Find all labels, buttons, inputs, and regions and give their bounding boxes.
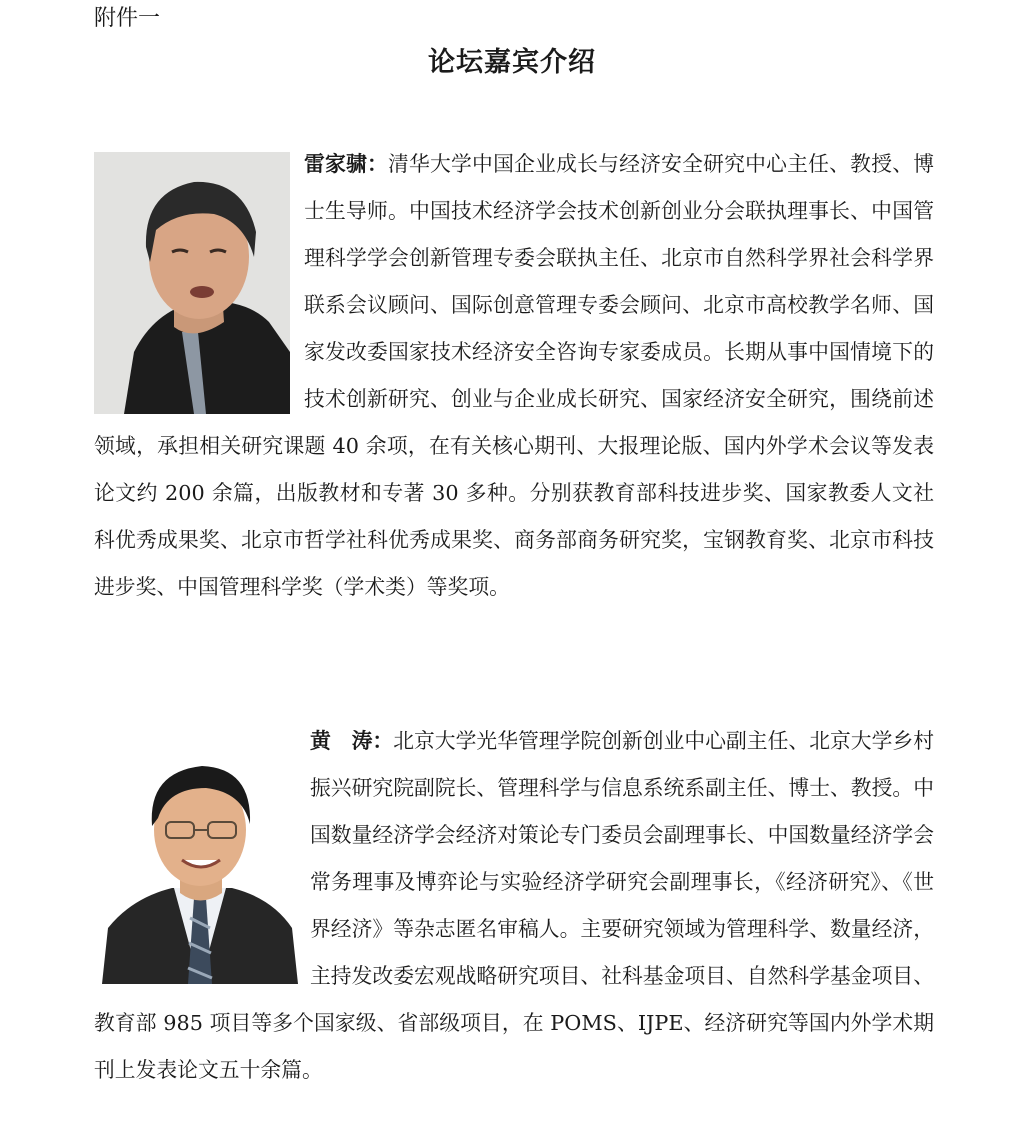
speaker-description-2: 北京大学光华管理学院创新创业中心副主任、北京大学乡村振兴研究院副院长、管理科学与信息系统系副主任、博士、教授。中国数量经济学会经济对策论专门委员会副理事长、中国数量经济学会常务理事及博弈论与实验经济学研究会副理事长，《经济研究》、《世界经济》等杂志匿名审稿人。主要研究领域为管理科学、数量经济，主持发改委宏观战略研究项目、社科基金项目、自然科学基金项目、教育部 985 项目等多个国家级、省部级项目，在 POMS、IJPE、经济研究等国内外学术期刊上发表论文五十余篇。 — [94, 729, 935, 1082]
speaker-photo-2 — [102, 748, 298, 984]
speaker-bio-2 — [94, 718, 934, 1094]
speaker-description-1: 清华大学中国企业成长与经济安全研究中心主任、教授、博士生导师。中国技术经济学会技术创新创业分会联执理事长、中国管理科学学会创新管理专委会联执主任、北京市自然科学界社会科学界联系会议顾问、国际创意管理专委会顾问、北京市高校教学名师、国家发改委国家技术经济安全咨询专家委成员。长期从事中国情境下的技术创新研究、创业与企业成长研究、国家经济安全研究，围绕前述领域，承担相关研究课题 40 余项，在有关核心期刊、大报理论版、国内外学术会议等发表论文约 200 余篇，出版教材和专著 30 多种。分别获教育部科技进步奖、国家教委人文社科优秀成果奖、北京市哲学社科优秀成果奖、商务部商务研究奖，宝钢教育奖、北京市科技进步奖、中国管理科学奖（学术类）等奖项。 — [94, 152, 935, 599]
speaker-photo-1 — [94, 152, 290, 414]
speaker-bio-1 — [94, 141, 934, 611]
speaker-name-2: 黄 涛： — [310, 729, 394, 753]
attachment-label: 附件一 — [94, 6, 161, 31]
speaker-name-1: 雷家骕： — [304, 152, 389, 176]
page-title: 论坛嘉宾介绍 — [428, 47, 596, 78]
